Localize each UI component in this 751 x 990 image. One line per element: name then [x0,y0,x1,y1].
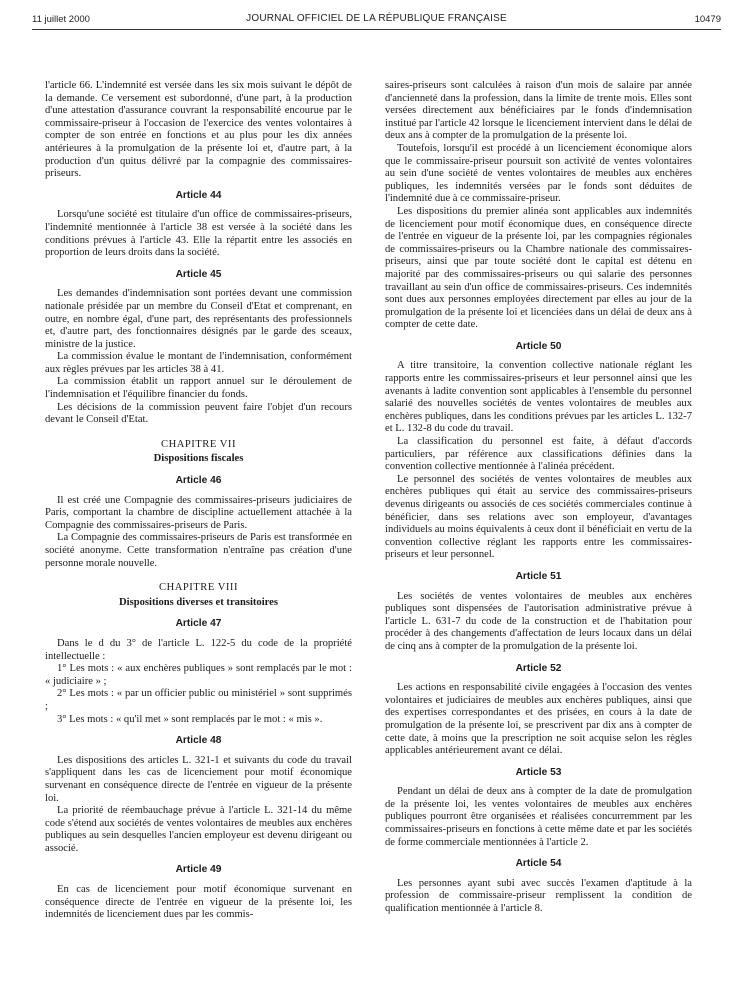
article-heading: Article 44 [175,189,222,201]
article-heading: Article 54 [515,858,562,870]
paragraph: Le personnel des sociétés de ventes volontaires de meubles aux enchères publiques qui était au service des commissaires-priseurs devenus dirigeants ou associés de ces sociétés commerciales continue à bénéficier, dans ses relations avec son employeur, d'avantages individuels au moins équivalents à ceux dont il bénéficiait en vertu de la convention collective réglant les rapports entre les commissaires-priseurs et leur personnel. [385,473,692,561]
paragraph: Pendant un délai de deux ans à compter de la date de promulgation de la présente loi, les ventes volontaires de meubles aux enchères publiques pourront être organisées et réalisées concurremment par les commissaires-priseurs en fonctions à cette même date et par les sociétés de forme commerciale mentionnées à l'article 2. [385,786,692,848]
paragraph: Les personnes ayant subi avec succès l'examen d'aptitude à la profession de commissaire-priseur remplissent la condition de qualification mentionnée à l'article 8. [385,877,692,915]
article-heading: Article 45 [175,268,222,280]
paragraph: A titre transitoire, la convention collective nationale réglant les rapports entre les commissaires-priseurs et leur personnel ainsi que les avenants à ladite convention sont applicables à l'ensemble du personnel salarié des nouvelles sociétés de ventes volontaires de meubles aux enchères publiques, dans les conditions prévues par les articles L. 132-7 et L. 132-8 du code du travail. [385,360,692,435]
page-header [32,12,721,28]
right-column [385,80,692,916]
paragraph: Toutefois, lorsqu'il est procédé à un licenciement économique alors que le commissaire-priseur poursuit son activité de ventes volontaires au sein d'une société de ventes volontaires de meubles aux enchères publiques, les indemnités versées par le fonds sont déduites de l'indemnité due à ce commissaire-priseur. [385,142,692,205]
paragraph: 3° Les mots : « qu'il met » sont remplacés par le mot : « mis ». [57,713,323,725]
paragraph: La priorité de réembauchage prévue à l'article L. 321-14 du même code s'étend aux sociétés de ventes volontaires de meubles aux enchères publiques au sein desquelles l'ancien employeur est devenu dirigeant ou associé. [45,805,352,854]
article-heading: Article 47 [175,618,222,630]
article-heading: Article 51 [515,570,562,582]
chapter-title: Dispositions fiscales [153,453,244,465]
journal-title: JOURNAL OFFICIEL DE LA RÉPUBLIQUE FRANÇAISE [246,13,507,24]
article-heading: Article 49 [175,864,222,876]
chapter-label: CHAPITRE VIII [159,582,238,594]
paragraph: Les dispositions du premier alinéa sont applicables aux indemnités de licenciement pour motif économique dues, en conséquence directe de l'entrée en vigueur de la présente loi, par les compagnies régionales de commissaires-priseurs ou la Chambre nationale des commissaires-priseurs, ainsi que par toute société dont le capital est détenu en majorité par des commissaires-priseurs ou qui salarie des personnes travaillant au sein d'un office de commissaires-priseurs. Ces indemnités sont dues aux personnes employées directement par elles au jour de la promulgation de la présente loi et licenciées dans un délai de deux ans à compter de cette date. [385,205,692,331]
paragraph: La Compagnie des commissaires-priseurs de Paris est transformée en société anonyme. Cette transformation n'entraîne pas création d'une personne morale nouvelle. [45,532,352,569]
paragraph: Les actions en responsabilité civile engagées à l'occasion des ventes volontaires et judiciaires de meubles aux enchères publiques, ainsi que des expertises correspondantes et des prisées, en cours à la date de promulgation de la présente loi, se prescrivent par dix ans à compter de cette date, à moins que la prescription ne soit acquise selon les règles applicables antérieurement avant ce délai. [385,682,692,757]
paragraph: La commission établit un rapport annuel sur le déroulement de l'indemnisation et l'équilibre financier du fonds. [45,376,352,401]
paragraph: Il est créé une Compagnie des commissaires-priseurs judiciaires de Paris, comportant la chambre de discipline actuellement attachée à la Compagnie des commissaires-priseurs de Paris. [45,494,352,531]
paragraph: Les dispositions des articles L. 321-1 et suivants du code du travail s'appliquent dans les cas de licenciement pour motif économique survenant en conséquence directe de l'entrée en vigueur de la présente loi. [45,754,352,804]
article-heading: Article 48 [175,735,222,747]
paragraph: La classification du personnel est faite, à défaut d'accords particuliers, par référence aux classifications définies dans la convention collective mentionnée à l'alinéa précédent. [385,436,692,473]
paragraph: l'article 66. L'indemnité est versée dans les six mois suivant le dépôt de la demande. Ce versement est subordonné, d'une part, à la production d'une attestation d'assurance couvrant la responsabilité encourue par le commissaire-priseur à l'occasion de l'exercice des ventes volontaires à compter de son entrée en fonctions et au plus pour les dix années antérieures à la promulgation de la présente loi et, d'autre part, à la production d'un quitus délivré par la compagnie des commissaires-priseurs. [45,80,352,180]
paragraph: Les sociétés de ventes volontaires de meubles aux enchères publiques sont dispensées de l'autorisation administrative prévue à l'article L. 631-7 du code de la construction et de l'habitation pour procéder à des changements d'affectation de leurs locaux dans un délai de cinq ans à compter de la promulgation de la présente loi. [385,590,692,652]
article-heading: Article 50 [515,340,562,352]
chapter-label: CHAPITRE VII [161,438,236,450]
paragraph: Lorsqu'une société est titulaire d'un office de commissaires-priseurs, l'indemnité mentionnée à l'article 38 est versée à la société dans les conditions prévues à l'article 43. Elle la répartit entre les associés en proportion de leurs droits dans la société. [45,209,352,259]
paragraph: 2° Les mots : « par un officier public ou ministériel » sont supprimés ; [45,688,352,712]
article-heading: Article 52 [515,662,562,674]
paragraph: Dans le d du 3° de l'article L. 122-5 du code de la propriété intellectuelle : [45,637,352,662]
header-rule [32,29,721,30]
article-heading: Article 46 [175,475,222,487]
article-heading: Article 53 [515,766,562,778]
page-number: 10479 [694,14,721,25]
header-date: 11 juillet 2000 [32,14,90,25]
paragraph: En cas de licenciement pour motif économique survenant en conséquence directe de l'entrée en vigueur de la présente loi, les indemnités de licenciement dues par les commis- [45,884,352,921]
paragraph: 1° Les mots : « aux enchères publiques » sont remplacés par le mot : « judiciaire » ; [45,663,352,687]
left-column [45,80,352,922]
paragraph: saires-priseurs sont calculées à raison d'un mois de salaire par année d'ancienneté dans la profession, dans la limite de trente mois. Elles sont versées directement aux bénéficiaires par le fonds d'indemnisation institué par l'article 42 lorsque le licenciement intervient dans le délai de deux ans à compter de la promulgation de la présente loi. [385,80,692,142]
paragraph: La commission évalue le montant de l'indemnisation, conformément aux règles prévues par les articles 38 à 41. [45,351,352,375]
paragraph: Les demandes d'indemnisation sont portées devant une commission nationale présidée par un membre du Conseil d'Etat et comprenant, en outre, en nombre égal, d'une part, des représentants des professionnels et, d'autre part, des fonctionnaires désignés par le garde des sceaux, ministre de la justice. [45,288,352,350]
chapter-title: Dispositions diverses et transitoires [119,596,278,608]
paragraph: Les décisions de la commission peuvent faire l'objet d'un recours devant le Conseil d'Etat. [45,401,352,426]
